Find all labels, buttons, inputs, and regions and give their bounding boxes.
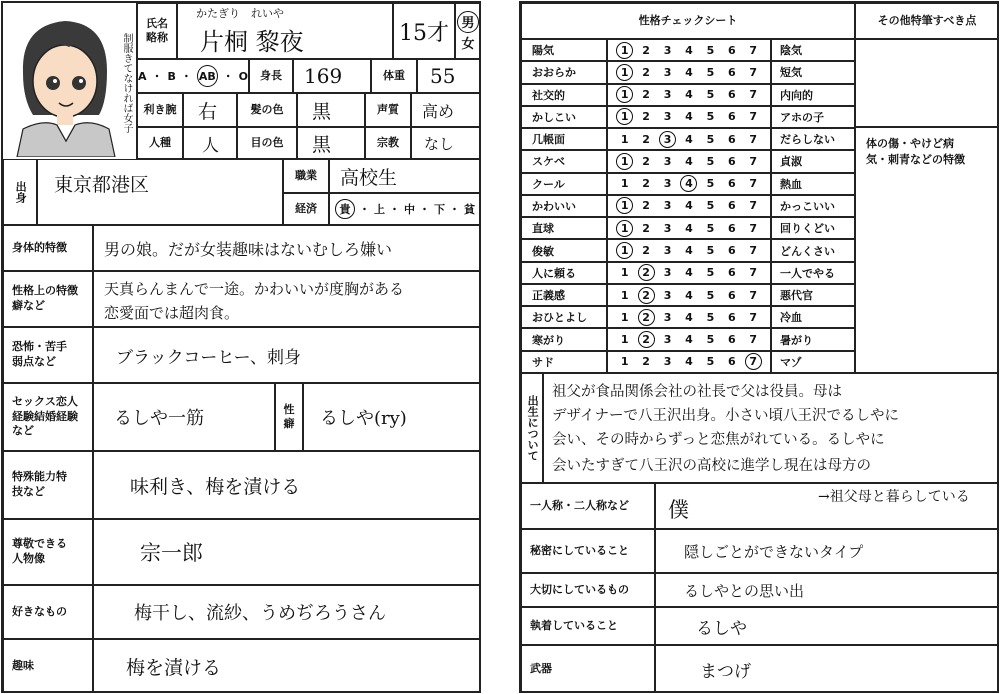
scale-option: 4 <box>685 88 693 102</box>
fetish-label: 性癖 <box>275 383 303 451</box>
scale-option: 6 <box>727 355 736 369</box>
scale-option: 7 <box>749 288 758 302</box>
trait-scale <box>607 351 771 373</box>
job-value: 高校生 <box>329 159 481 193</box>
scale-option: 4 <box>685 244 693 258</box>
pronoun-value: 僕 →祖父母と暮らしている <box>655 483 999 529</box>
scale-option: 5 <box>706 221 715 235</box>
scale-option: 1 <box>616 197 633 214</box>
scale-option: 6 <box>727 88 736 102</box>
scale-option: 3 <box>659 131 676 148</box>
trait-right-label: 熱血 <box>771 173 855 195</box>
name-value: 片桐 黎夜 <box>200 28 304 56</box>
scale-option: 1 <box>616 242 633 259</box>
scale-option: 1 <box>616 108 633 125</box>
scale-option: 3 <box>663 333 672 347</box>
portrait-note: 制服きてなければ女子 <box>121 33 132 133</box>
trait-left-label: おおらか <box>521 61 607 83</box>
trait-right-label: 貞淑 <box>771 150 855 172</box>
voice-label: 声質 <box>365 93 411 127</box>
fears-label: 恐怖・苦手弱点など <box>3 327 93 383</box>
scale-option: 7 <box>749 244 758 258</box>
scale-option: 3 <box>663 65 672 79</box>
voice-value: 高め <box>411 93 481 127</box>
trait-right-label: 内向的 <box>771 84 855 106</box>
sex-value: るしや一筋 <box>93 383 275 451</box>
personality-value: 天真らんまんで一途。かわいいが度胸がある 恋愛面では超肉食。 <box>93 271 481 327</box>
trait-scale <box>607 128 771 150</box>
pronoun-label: 一人称・二人称など <box>521 483 655 529</box>
injury-area <box>855 127 999 373</box>
scale-option: 7 <box>749 333 758 347</box>
trait-scale <box>607 150 771 172</box>
scale-option: 5 <box>706 333 715 347</box>
scale-option: 6 <box>727 110 736 124</box>
scale-option: 4 <box>685 65 693 79</box>
economy-options: 貴 ・ 上 ・ 中 ・ 下 ・ 貧 <box>329 193 481 225</box>
character-avatar-icon <box>3 3 135 157</box>
scale-option: 1 <box>616 64 633 81</box>
eye-value: 黒 <box>297 127 365 159</box>
personality-label: 性格上の特徴癖など <box>3 271 93 327</box>
likes-value: 梅干し、流紗、うめぢろうさん <box>93 585 481 639</box>
scale-option: 5 <box>706 177 715 191</box>
weight-label: 体重 <box>371 59 417 93</box>
scale-option: 2 <box>638 309 655 326</box>
economy-selected: 貴 <box>335 199 355 219</box>
gender-male: 男 <box>457 11 479 33</box>
scale-option: 4 <box>680 175 697 192</box>
trait-left-label: クール <box>521 173 607 195</box>
left-sheet <box>1 1 481 693</box>
scale-option: 4 <box>685 199 693 213</box>
name-label: 氏名 略称 <box>137 3 177 59</box>
trait-scale <box>607 306 771 328</box>
trait-left-label: かわいい <box>521 195 607 217</box>
scale-option: 2 <box>642 244 650 258</box>
birth-continuation: →祖父母と暮らしている <box>818 489 970 505</box>
scale-option: 4 <box>685 154 693 168</box>
hair-label: 髪の色 <box>237 93 297 127</box>
scale-option: 7 <box>749 199 758 213</box>
scale-option: 4 <box>685 43 693 57</box>
scale-option: 7 <box>749 310 758 324</box>
scale-option: 2 <box>638 331 655 348</box>
trait-right-label: どんくさい <box>771 239 855 261</box>
scale-option: 6 <box>727 43 736 57</box>
scale-option: 3 <box>663 355 672 369</box>
trait-scale <box>607 328 771 350</box>
scale-option: 5 <box>706 65 715 79</box>
scale-option: 1 <box>620 132 629 146</box>
scale-option: 1 <box>616 86 633 103</box>
trait-left-label: おひとよし <box>521 306 607 328</box>
scale-option: 2 <box>642 110 650 124</box>
injury-label: 体の傷・やけど病気・刺青などの特徴 <box>866 137 965 166</box>
scale-option: 7 <box>749 154 758 168</box>
scale-option: 6 <box>727 288 736 302</box>
scale-option: 2 <box>642 43 650 57</box>
scale-option: 5 <box>706 132 715 146</box>
handedness-label: 利き腕 <box>137 93 183 127</box>
obsession-label: 執着していること <box>521 607 655 645</box>
scale-option: 7 <box>749 266 758 280</box>
scale-option: 1 <box>620 288 629 302</box>
scale-option: 7 <box>749 88 758 102</box>
trait-right-label: マゾ <box>771 351 855 373</box>
scale-option: 3 <box>663 221 672 235</box>
hobby-value: 梅を漬ける <box>93 639 481 693</box>
trait-right-label: かっこいい <box>771 195 855 217</box>
scale-option: 4 <box>685 221 693 235</box>
scale-option: 6 <box>727 177 736 191</box>
scale-option: 6 <box>727 132 736 146</box>
scale-option: 5 <box>706 244 715 258</box>
scale-option: 2 <box>642 221 650 235</box>
scale-option: 3 <box>663 43 672 57</box>
physical-label: 身体的特徴 <box>3 225 93 271</box>
trait-right-label: 一人でやる <box>771 262 855 284</box>
scale-option: 3 <box>663 154 672 168</box>
scale-option: 3 <box>663 199 672 213</box>
scale-option: 1 <box>616 153 633 170</box>
blood-type-field: A ・ B ・ AB ・ O <box>137 59 249 93</box>
height-value: 169 <box>293 59 371 93</box>
trait-scale <box>607 195 771 217</box>
scale-option: 6 <box>727 310 736 324</box>
scale-option: 1 <box>620 177 629 191</box>
weapon-value: まつげ <box>655 645 999 693</box>
scale-option: 1 <box>620 310 629 324</box>
scale-option: 7 <box>749 43 758 57</box>
right-sheet <box>519 1 999 693</box>
name-field <box>177 3 393 59</box>
economy-label: 経済 <box>283 193 329 225</box>
trait-left-label: 直球 <box>521 217 607 239</box>
scale-option: 1 <box>620 333 629 347</box>
scale-option: 5 <box>706 266 715 280</box>
hair-value: 黒 <box>297 93 365 127</box>
scale-option: 2 <box>642 65 650 79</box>
race-label: 人種 <box>137 127 183 159</box>
trait-left-label: 人に頼る <box>521 262 607 284</box>
scale-option: 3 <box>663 244 672 258</box>
trait-right-label: 悪代官 <box>771 284 855 306</box>
trait-left-label: 陽気 <box>521 39 607 61</box>
scale-option: 3 <box>663 288 672 302</box>
scale-option: 2 <box>638 264 655 281</box>
scale-option: 4 <box>685 288 693 302</box>
scale-option: 2 <box>638 287 655 304</box>
birthplace-value: 東京都港区 <box>37 159 283 225</box>
scale-option: 5 <box>706 355 715 369</box>
trait-scale <box>607 284 771 306</box>
birth-label: 出生について <box>521 373 543 483</box>
weight-value: 55 <box>417 59 481 93</box>
birth-value: 祖父が食品関係会社の社長で父は役員。母は デザイナーで八王沢出身。小さい頃八王沢でるしやに 会い、その時からずっと恋焦がれている。るしやに 会いたすぎて八王沢の高校に進学し現在は母方の <box>543 373 999 483</box>
trait-scale <box>607 173 771 195</box>
scale-option: 3 <box>663 88 672 102</box>
scale-option: 6 <box>727 154 736 168</box>
scale-option: 7 <box>749 177 758 191</box>
other-notes-title: その他特筆すべき点 <box>855 3 999 39</box>
trait-scale <box>607 262 771 284</box>
trait-right-label: 陰気 <box>771 39 855 61</box>
trait-left-label: 正義感 <box>521 284 607 306</box>
scale-option: 3 <box>663 310 672 324</box>
trait-scale <box>607 84 771 106</box>
obsession-value: るしや <box>655 607 999 645</box>
likes-label: 好きなもの <box>3 585 93 639</box>
trait-right-label: アホの子 <box>771 106 855 128</box>
scale-option: 6 <box>727 244 736 258</box>
scale-option: 1 <box>620 266 629 280</box>
trait-left-label: サド <box>521 351 607 373</box>
scale-option: 7 <box>749 65 758 79</box>
scale-option: 7 <box>749 221 758 235</box>
abilities-label: 特殊能力特技など <box>3 451 93 519</box>
scale-option: 2 <box>642 177 650 191</box>
scale-option: 6 <box>727 221 736 235</box>
scale-option: 4 <box>685 110 693 124</box>
scale-option: 1 <box>616 42 633 59</box>
fetish-value: るしや(ry) <box>303 383 481 451</box>
scale-option: 5 <box>706 88 715 102</box>
scale-option: 7 <box>749 110 758 124</box>
eye-label: 目の色 <box>237 127 297 159</box>
trait-left-label: スケベ <box>521 150 607 172</box>
portrait <box>3 3 137 159</box>
weapon-label: 武器 <box>521 645 655 693</box>
trait-left-label: 社交的 <box>521 84 607 106</box>
birthplace-label: 出身 <box>3 159 37 225</box>
scale-option: 4 <box>685 310 693 324</box>
scale-option: 4 <box>685 333 693 347</box>
trait-left-label: 寒がり <box>521 328 607 350</box>
scale-option: 2 <box>642 154 650 168</box>
scale-option: 5 <box>706 43 715 57</box>
scale-option: 7 <box>745 353 762 370</box>
scale-option: 7 <box>749 132 758 146</box>
respected-value: 宗一郎 <box>93 519 481 585</box>
respected-label: 尊敬できる人物像 <box>3 519 93 585</box>
trait-right-label: だらしない <box>771 128 855 150</box>
age-field: 15才 <box>393 3 455 59</box>
trait-scale <box>607 217 771 239</box>
trait-table <box>521 39 855 373</box>
trait-left-label: かしこい <box>521 106 607 128</box>
blood-type-selected: AB <box>197 65 218 87</box>
height-label: 身長 <box>249 59 293 93</box>
scale-option: 6 <box>727 199 736 213</box>
scale-option: 5 <box>706 154 715 168</box>
scale-option: 5 <box>706 110 715 124</box>
religion-value: なし <box>411 127 481 159</box>
scale-option: 6 <box>727 266 736 280</box>
scale-option: 2 <box>642 355 650 369</box>
trait-right-label: 短気 <box>771 61 855 83</box>
scale-option: 4 <box>685 266 693 280</box>
scale-option: 6 <box>727 65 736 79</box>
trait-right-label: 回りくどい <box>771 217 855 239</box>
job-label: 職業 <box>283 159 329 193</box>
hobby-label: 趣味 <box>3 639 93 693</box>
scale-option: 1 <box>620 355 629 369</box>
secret-label: 秘密にしていること <box>521 529 655 573</box>
fears-value: ブラックコーヒー、刺身 <box>93 327 481 383</box>
scale-option: 4 <box>685 355 693 369</box>
scale-option: 5 <box>706 310 715 324</box>
trait-scale <box>607 61 771 83</box>
scale-option: 2 <box>642 132 650 146</box>
treasure-label: 大切にしているもの <box>521 573 655 607</box>
scale-option: 3 <box>663 266 672 280</box>
scale-option: 3 <box>663 110 672 124</box>
religion-label: 宗教 <box>365 127 411 159</box>
scale-option: 2 <box>642 88 650 102</box>
name-furigana: かたぎり れいや <box>196 7 284 20</box>
scale-option: 5 <box>706 288 715 302</box>
handedness-value: 右 <box>183 93 237 127</box>
scale-option: 1 <box>616 220 633 237</box>
trait-left-label: 几帳面 <box>521 128 607 150</box>
gender-field <box>455 3 481 59</box>
physical-value: 男の娘。だが女装趣味はないむしろ嫌い <box>93 225 481 271</box>
abilities-value: 味利き、梅を漬ける <box>93 451 481 519</box>
trait-left-label: 俊敏 <box>521 239 607 261</box>
check-sheet-title: 性格チェックシート <box>521 3 855 39</box>
trait-right-label: 冷血 <box>771 306 855 328</box>
scale-option: 3 <box>663 177 672 191</box>
treasure-value: るしやとの思い出 <box>655 573 999 607</box>
scale-option: 2 <box>642 199 650 213</box>
scale-option: 5 <box>706 199 715 213</box>
scale-option: 4 <box>685 132 693 146</box>
scale-option: 6 <box>727 333 736 347</box>
race-value: 人 <box>183 127 237 159</box>
trait-scale <box>607 106 771 128</box>
trait-scale <box>607 39 771 61</box>
gender-female: 女 <box>461 36 475 52</box>
secret-value: 隠しごとができないタイプ <box>655 529 999 573</box>
other-notes-area <box>855 39 999 127</box>
trait-scale <box>607 239 771 261</box>
trait-right-label: 暑がり <box>771 328 855 350</box>
sex-label: セックス恋人経験結婚経験など <box>3 383 93 451</box>
